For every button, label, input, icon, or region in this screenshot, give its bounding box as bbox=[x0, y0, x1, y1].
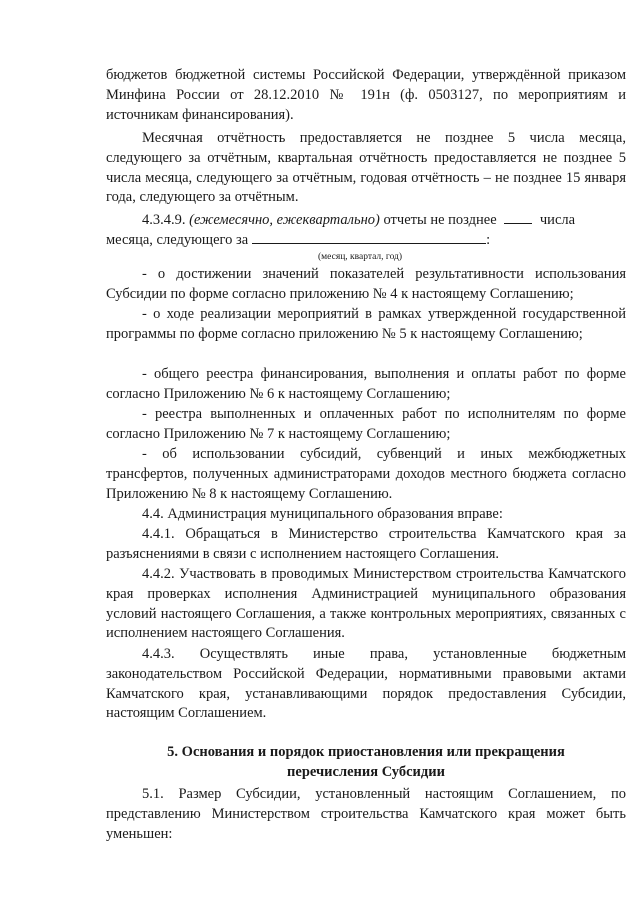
bullet-program-progress: - о ходе реализации мероприятий в рамках утвержденной государственной программы по форме согласно приложению № 5 к настоящему Соглашению; bbox=[106, 306, 626, 342]
clause-4-3-4-9 bbox=[106, 209, 640, 231]
clause-text-a: отчеты не позднее bbox=[383, 212, 497, 228]
paragraph-budget-report: бюджетов бюджетной системы Российской Федерации, утверждённой приказом Минфина России от 28.12.2010 № 191н (ф. 0503127, по мероприятиям и источникам финансирования). bbox=[106, 67, 626, 123]
section-5-heading-line1: 5. Основания и порядок приостановления или прекращения bbox=[167, 744, 565, 760]
clause-text-month: месяца, следующего за bbox=[106, 232, 249, 248]
paragraph-reporting-deadlines: Месячная отчётность предоставляется не позднее 5 числа месяца, следующего за отчётным, квартальная отчётность предоставляется не позднее 5 числа месяца, следующего за отчётным, годовая отчётность – не позднее 15 января года, следующего за отчётным. bbox=[106, 130, 626, 206]
section-4-4: 4.4. Администрация муниципального образования вправе: bbox=[142, 506, 503, 522]
period-caption: (месяц, квартал, год) bbox=[318, 252, 403, 262]
section-5-1: 5.1. Размер Субсидии, установленный настоящим Соглашением, по представлению Министерством строительства Камчатского края может быть уменьшен: bbox=[106, 786, 626, 842]
bullet-contractor-register: - реестра выполненных и оплаченных работ по исполнителям по форме согласно Приложению № 7 к настоящему Соглашению; bbox=[106, 406, 626, 442]
bullet-subsidy-usage: - об использовании субсидий, субвенций и иных межбюджетных трансфертов, полученных администраторами доходов местного бюджета согласно Приложению № 8 к настоящему Соглашению. bbox=[106, 446, 626, 502]
clause-number: 4.3.4.9. bbox=[142, 212, 186, 228]
section-4-4-2: 4.4.2. Участвовать в проводимых Министерством строительства Камчатского края проверках исполнения Администрацией муниципального образования условий настоящего Соглашения, а также контрольных мероприятиях, связанных с исполнением настоящего Соглашения. bbox=[106, 566, 626, 642]
day-blank bbox=[504, 209, 532, 224]
bullet-results: - о достижении значений показателей результативности использования Субсидии по форме согласно приложению № 4 к настоящему Соглашению; bbox=[106, 266, 626, 302]
clause-period-italic: (ежемесячно, ежеквартально) bbox=[189, 212, 380, 228]
clause-colon: : bbox=[486, 232, 491, 248]
bullet-general-register: - общего реестра финансирования, выполнения и оплаты работ по форме согласно Приложению № 6 к настоящему Соглашению; bbox=[106, 366, 626, 402]
clause-text-b: числа bbox=[539, 212, 576, 228]
period-blank bbox=[252, 229, 486, 244]
section-4-4-1: 4.4.1. Обращаться в Министерство строительства Камчатского края за разъяснениями в связи с исполнением настоящего Соглашения. bbox=[106, 526, 626, 562]
section-5-heading-line2: перечисления Субсидии bbox=[287, 764, 445, 780]
section-4-4-3: 4.4.3. Осуществлять иные права, установленные бюджетным законодательством Российской Федерации, нормативными правовыми актами Камчатского края, устанавливающими порядок предоставления Субсидии, настоящим Соглашением. bbox=[106, 646, 626, 722]
clause-4-3-4-9-line2 bbox=[106, 229, 626, 251]
